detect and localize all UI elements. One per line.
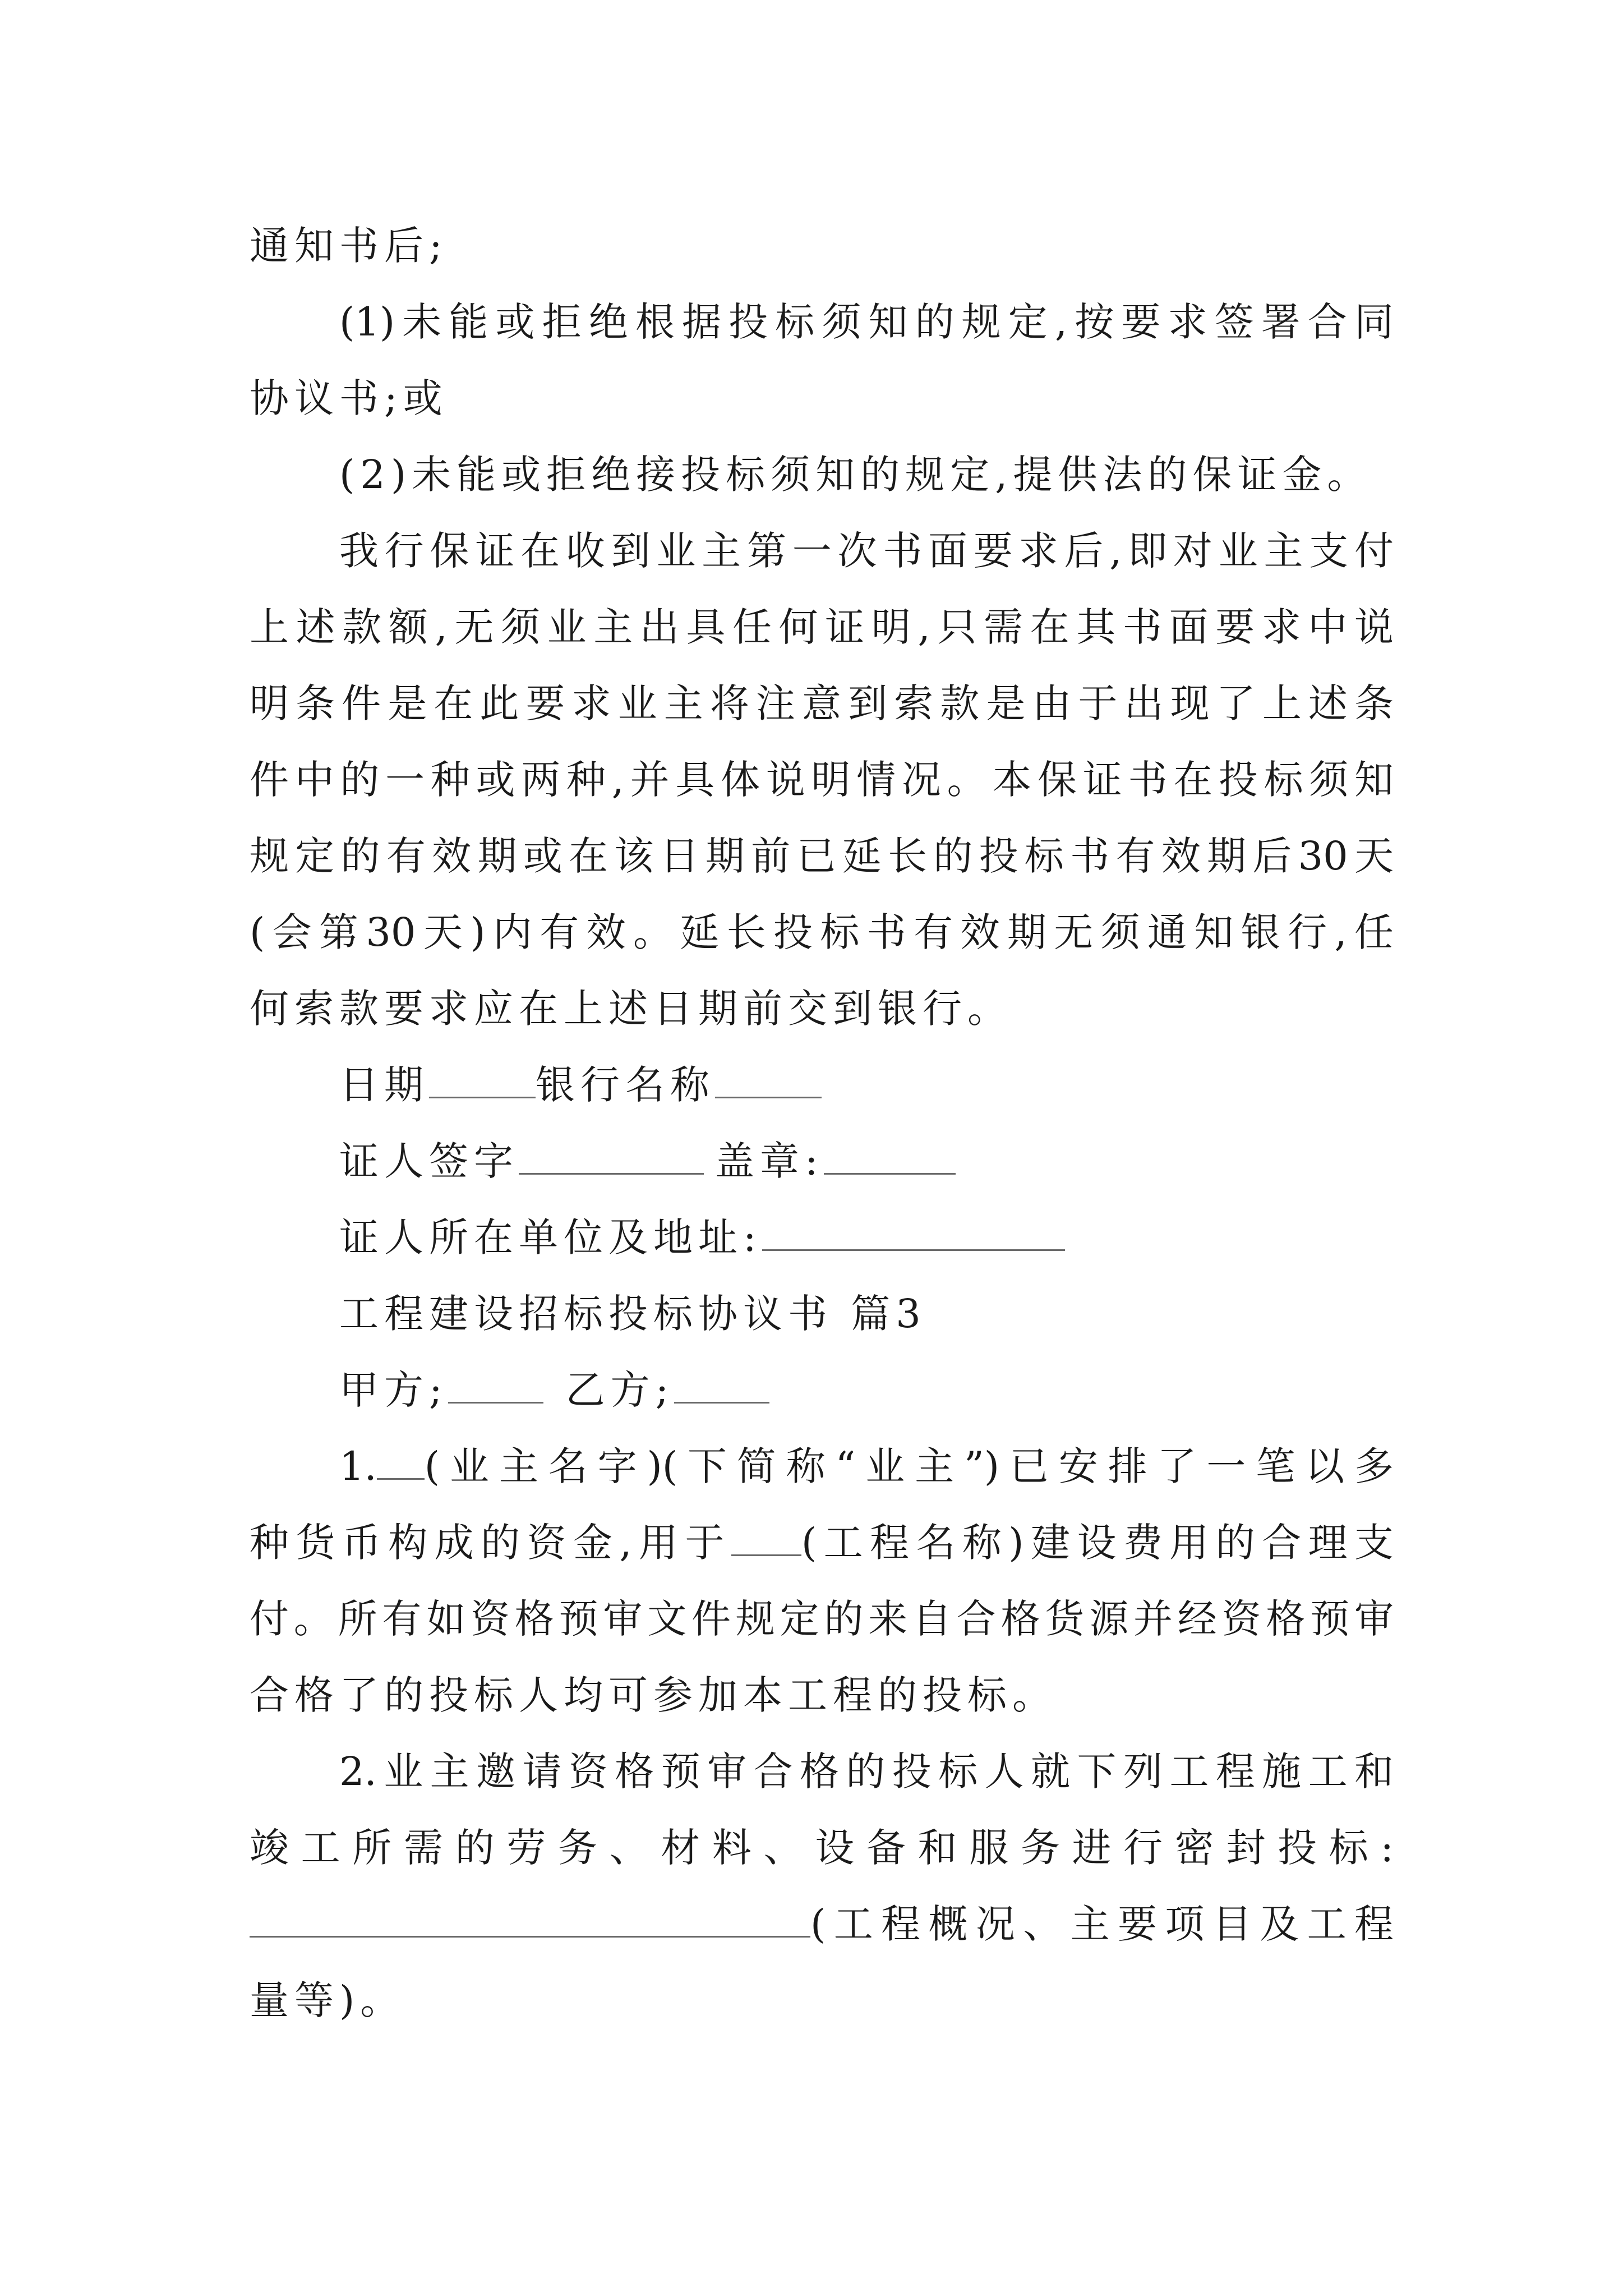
paragraph-line: 协议书;或 [250,375,448,421]
witness-signature-label: 证人签字 [339,1138,519,1184]
paragraph-line: 竣工所需的劳务、材料、设备和服务进行密封投标: [250,1825,1394,1871]
item-1-text-b: 种货币构成的资金,用于 [250,1520,731,1566]
date-label: 日期 [339,1062,429,1108]
item-2-text-tail: (工程概况、主要项目及工程 [810,1901,1394,1947]
party-a-blank [448,1365,543,1404]
project-overview-blank [250,1899,810,1938]
parties-line [250,1352,1394,1428]
seal-blank [824,1136,956,1175]
paragraph-line: 量等)。 [250,1977,405,2023]
paragraph-line [250,1886,1394,1962]
witness-address-label: 证人所在单位及地址: [339,1214,762,1260]
witness-address-blank [762,1212,1065,1251]
paragraph-line: 付。所有如资格预审文件规定的来自合格货源并经资格预审 [250,1596,1394,1642]
paragraph-line: 2.业主邀请资格预审合格的投标人就下列工程施工和 [339,1749,1394,1795]
paragraph-line: (1)未能或拒绝根据投标须知的规定,按要求签署合同 [339,299,1394,345]
section-heading: 工程建设招标投标协议书 篇3 [339,1291,926,1337]
paragraph-line: 何索款要求应在上述日期前交到银行。 [250,986,1012,1032]
witness-address-line [250,1199,1394,1276]
paragraph-line: 明条件是在此要求业主将注意到索款是由于出现了上述条 [250,680,1394,726]
witness-signature-blank [519,1136,704,1175]
paragraph-line [250,1428,1394,1504]
paragraph-line: (会第30天)内有效。延长投标书有效期无须通知银行,任 [250,909,1394,955]
party-b-label: 乙方; [565,1367,675,1413]
date-blank [429,1060,536,1099]
paragraph-line: 通知书后; [250,223,448,269]
witness-seal-line [250,1123,1394,1199]
date-bank-line [250,1047,1394,1123]
paragraph-line: 合格了的投标人均可参加本工程的投标。 [250,1672,1057,1718]
bank-name-blank [715,1060,822,1099]
document-body [250,208,1394,2039]
paragraph-line: 件中的一种或两种,并具体说明情况。本保证书在投标须知 [250,757,1394,803]
party-b-blank [674,1365,769,1404]
party-a-label: 甲方; [339,1367,448,1413]
paragraph-line: (2)未能或拒绝接投标须知的规定,提供法的保证金。 [339,452,1372,498]
item-1-text-c: (工程名称)建设费用的合理支 [801,1520,1394,1566]
project-name-blank [731,1517,801,1557]
seal-label: 盖章: [715,1138,824,1184]
paragraph-line [250,1504,1394,1581]
owner-name-blank [377,1441,425,1480]
paragraph-line: 我行保证在收到业主第一次书面要求后,即对业主支付 [339,528,1394,574]
bank-name-label: 银行名称 [536,1062,715,1108]
paragraph-line: 规定的有效期或在该日期前已延长的投标书有效期后30天 [250,833,1394,879]
item-1-number: 1. [339,1443,377,1489]
paragraph-line: 上述款额,无须业主出具任何证明,只需在其书面要求中说 [250,604,1394,650]
item-1-text-a: (业主名字)(下简称“业主”)已安排了一笔以多 [424,1443,1394,1489]
